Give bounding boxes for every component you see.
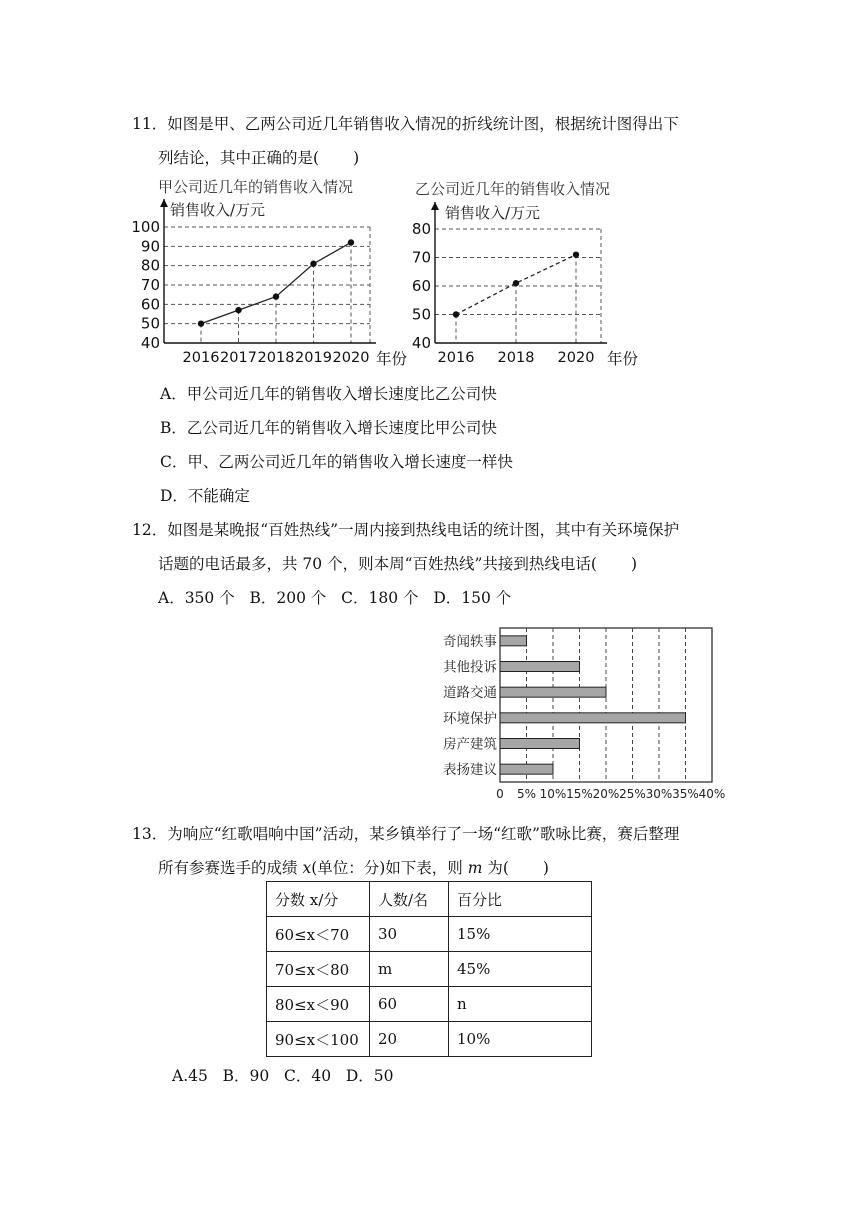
chart-x-tick-label: 15% — [566, 787, 593, 801]
chart-x-tick-label: 5% — [516, 787, 537, 801]
chart-x-tick-label: 2016 — [437, 350, 475, 366]
q12-answer-paren: ) — [630, 555, 638, 573]
table-header-cell: 人数/名 — [370, 882, 449, 917]
q12-stem-line2 — [158, 552, 637, 574]
q13-var-x: x — [302, 859, 312, 877]
table-cell: 60 — [370, 987, 449, 1022]
chart-bar — [500, 687, 606, 697]
table-row — [267, 987, 592, 1022]
chart-y-tick-label: 80 — [411, 220, 431, 238]
table-row — [267, 952, 592, 987]
chart-x-tick-label: 2018 — [257, 350, 295, 366]
chart-bar — [500, 662, 580, 672]
chart-b-ylabel: 销售收入/万元 — [445, 204, 541, 222]
table-cell: 90≤x＜100 — [267, 1022, 370, 1057]
q13-stem-part-c: 为( — [482, 859, 509, 877]
chart-data-point — [273, 293, 279, 299]
chart-y-tick-label: 40 — [140, 334, 160, 352]
table-cell: 45% — [449, 952, 592, 987]
chart-x-axis-label: 年份 — [607, 350, 639, 368]
chart-x-tick-label: 0 — [496, 787, 504, 801]
chart-company-a — [128, 172, 408, 368]
q11-option-a: A．甲公司近几年的销售收入增长速度比乙公司快 — [160, 385, 497, 403]
q13-stem-line1: 13．为响应“红歌唱响中国”活动，某乡镇举行了一场“红歌”歌咏比赛，赛后整理 — [132, 825, 680, 843]
q13-var-m: m — [467, 859, 483, 877]
chart-x-tick-label: 2020 — [332, 350, 370, 366]
chart-x-tick-label: 20% — [592, 787, 620, 801]
q11-option-b: B．乙公司近几年的销售收入增长速度比甲公司快 — [160, 419, 497, 437]
chart-category-label: 房产建筑 — [443, 736, 497, 753]
chart-bar — [500, 764, 553, 774]
q13-stem-line2 — [158, 856, 549, 878]
q11-stem-line1: 11．如图是甲、乙两公司近几年销售收入情况的折线统计图，根据统计图得出下 — [132, 115, 679, 133]
chart-x-tick-label: 2016 — [182, 350, 220, 366]
table-row — [267, 917, 592, 952]
chart-category-label: 表扬建议 — [443, 762, 497, 779]
chart-data-point — [198, 320, 204, 326]
chart-bar — [500, 713, 686, 723]
table-header-cell: 百分比 — [449, 882, 592, 917]
chart-a-title: 甲公司近几年的销售收入情况 — [158, 178, 354, 196]
chart-x-tick-label: 25% — [619, 787, 646, 801]
chart-x-tick-label: 2017 — [220, 350, 257, 366]
chart-company-b — [405, 172, 650, 368]
chart-y-tick-label: 60 — [411, 277, 431, 295]
chart-data-point — [235, 307, 241, 313]
chart-category-label: 环境保护 — [443, 710, 497, 727]
q12-stem-text: 话题的电话最多，共 70 个，则本周“百姓热线”共接到热线电话( — [158, 555, 597, 573]
chart-y-axis-arrow — [160, 199, 168, 207]
chart-category-label: 其他投诉 — [443, 659, 497, 676]
chart-y-tick-label: 100 — [131, 218, 160, 236]
chart-b-title: 乙公司近几年的销售收入情况 — [415, 180, 611, 198]
chart-a-ylabel: 销售收入/万元 — [170, 201, 266, 219]
chart-data-point — [453, 311, 459, 317]
chart-data-point — [310, 261, 316, 267]
chart-y-tick-label: 60 — [140, 295, 160, 314]
chart-x-tick-label: 10% — [539, 787, 567, 801]
chart-hotline-bars — [428, 622, 733, 804]
q12-options: A．350 个 B．200 个 C．180 个 D．150 个 — [158, 589, 512, 607]
chart-b-plot — [412, 202, 639, 368]
table-row — [267, 1022, 592, 1057]
chart-x-tick-label: 30% — [645, 787, 673, 801]
chart-y-tick-label: 50 — [140, 314, 160, 333]
q11-option-c: C．甲、乙两公司近几年的销售收入增长速度一样快 — [160, 453, 513, 471]
q13-answer-paren: ) — [542, 859, 549, 877]
table-cell: m — [370, 952, 449, 987]
chart-x-tick-label: 2020 — [557, 350, 595, 366]
table-cell: 10% — [449, 1022, 592, 1057]
table-header-cell: 分数 x/分 — [267, 882, 370, 917]
table-cell: 20 — [370, 1022, 449, 1057]
chart-data-point — [348, 239, 354, 245]
table-cell: n — [449, 987, 592, 1022]
table-cell: 70≤x＜80 — [267, 952, 370, 987]
chart-y-tick-label: 50 — [411, 305, 431, 324]
table-cell: 15% — [449, 917, 592, 952]
chart-data-point — [573, 251, 579, 257]
q12-stem-line1: 12．如图是某晚报“百姓热线”一周内接到热线电话的统计图，其中有关环境保护 — [132, 521, 680, 539]
chart-bar — [500, 739, 580, 749]
chart-data-point — [513, 280, 519, 286]
table-header-row — [267, 882, 592, 917]
chart-x-tick-label: 35% — [672, 787, 699, 801]
chart-category-label: 道路交通 — [443, 685, 497, 702]
q13-stem-part-a: 所有参赛选手的成绩 — [158, 859, 303, 877]
q11-option-d: D．不能确定 — [160, 487, 250, 505]
chart-category-label: 奇闻轶事 — [443, 633, 497, 650]
chart-y-tick-label: 70 — [140, 276, 160, 294]
chart-x-axis-label: 年份 — [376, 350, 408, 368]
q11-answer-paren: ) — [353, 149, 360, 167]
q13-stem-part-b: (单位：分)如下表，则 — [311, 859, 468, 877]
chart-x-tick-label: 40% — [698, 787, 726, 801]
chart-a-plot — [131, 199, 407, 368]
q13-options: A.45 B．90 C．40 D．50 — [172, 1067, 394, 1085]
q11-stem-line2 — [158, 146, 359, 168]
chart-y-tick-label: 40 — [411, 334, 431, 352]
chart-c-plot — [443, 628, 725, 801]
chart-y-tick-label: 90 — [140, 237, 160, 256]
table-cell: 60≤x＜70 — [267, 917, 370, 952]
chart-bar — [500, 636, 527, 646]
chart-y-tick-label: 70 — [411, 248, 431, 267]
table-cell: 30 — [370, 917, 449, 952]
q11-stem-text: 列结论，其中正确的是( — [158, 149, 320, 167]
chart-x-tick-label: 2018 — [497, 350, 535, 366]
chart-y-tick-label: 80 — [140, 256, 160, 275]
chart-y-axis-arrow — [431, 202, 439, 210]
score-table — [266, 881, 592, 1057]
table-cell: 80≤x＜90 — [267, 987, 370, 1022]
chart-x-tick-label: 2019 — [295, 350, 332, 366]
